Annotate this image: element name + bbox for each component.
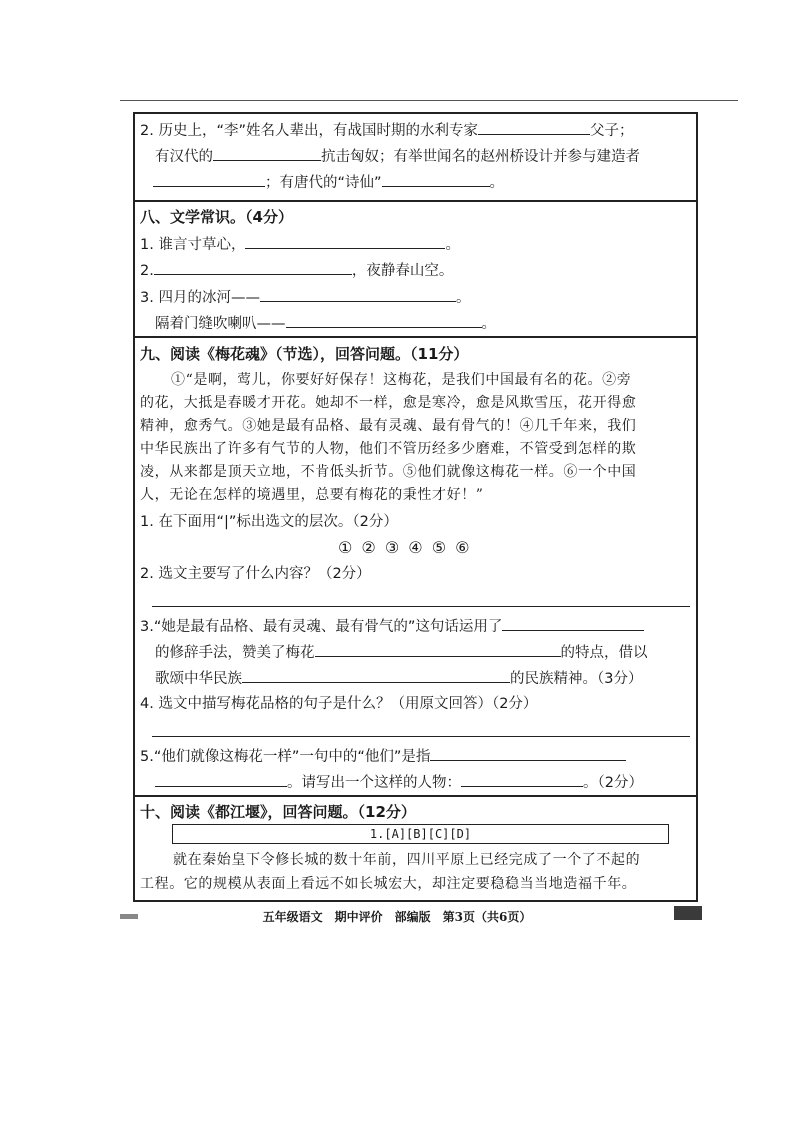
answer-blank[interactable] [315, 642, 561, 657]
sec9-q3-line3 [155, 668, 642, 689]
scan-mark [674, 906, 702, 920]
q-text: 2. [140, 263, 154, 279]
q-text: 隔着门缝吹喇叭—— [155, 316, 286, 332]
q2-line1 [140, 120, 633, 141]
answer-blank[interactable] [242, 668, 510, 683]
sec9-q3-line1 [140, 616, 644, 637]
answer-blank[interactable] [461, 772, 583, 787]
q-text: 。 [481, 316, 496, 332]
section-8-title: 八、文学常识。（4分） [140, 208, 293, 226]
answer-blank[interactable] [382, 172, 490, 187]
passage-line: 工程。它的规模从表面上看远不如长城宏大，却注定要稳稳当当地造福千年。 [140, 876, 637, 892]
passage-line: 中华民族出了许多有气节的人物，他们不管历经多少磨难，不管受到怎样的欺 [140, 441, 637, 457]
passage-line: 就在秦始皇下令修长城的数十年前，四川平原上已经完成了一个了不起的 [173, 852, 641, 868]
passage-line: 的花，大抵是春暖才开花。她却不一样，愈是寒冷，愈是风欺雪压，花开得愈 [140, 395, 637, 411]
section-9 [135, 336, 696, 791]
q2-text: ；有唐代的“诗仙” [265, 175, 382, 191]
q-text: 的修辞手法，赞美了梅花 [155, 645, 315, 661]
answer-blank[interactable] [286, 313, 482, 328]
q-text: 歌颂中华民族 [155, 671, 242, 687]
q-text: 3.“她是最有品格、最有灵魂、最有骨气的”这句话运用了 [140, 619, 503, 635]
section-10 [135, 795, 696, 821]
q-text: 的民族精神。（3分） [510, 671, 643, 687]
q2-text: 2. 历史上，“李”姓名人辈出，有战国时期的水利专家 [140, 123, 478, 139]
top-rule [120, 100, 738, 101]
answer-blank[interactable] [502, 616, 644, 631]
q2-line2 [155, 146, 640, 167]
sec8-q3 [140, 287, 470, 308]
q2-text: 抗击匈奴；有举世闻名的赵州桥设计并参与建造者 [321, 149, 640, 165]
answer-line[interactable] [152, 606, 690, 607]
sec8-q1 [140, 234, 460, 255]
q2-text: 父子； [589, 123, 634, 139]
answer-blank[interactable] [260, 287, 456, 302]
answer-option-box[interactable]: 1.[A][B][C][D] [172, 824, 669, 844]
q-text: 。 [455, 290, 471, 306]
q-text: 5.“他们就像这梅花一样”一句中的“他们”是指 [140, 749, 431, 765]
q-text: 1. 谁言寸草心， [140, 237, 246, 253]
q-text: ，夜静春山空。 [351, 263, 454, 279]
q-text: 。请写出一个这样的人物： [287, 775, 461, 791]
q-text: 。（2分） [583, 775, 643, 791]
passage-line: 凌，从来都是顶天立地，不肯低头折节。⑤他们就像这梅花一样。⑥一个中国 [140, 464, 637, 480]
section-8 [135, 200, 696, 332]
sec8-q2 [140, 260, 453, 281]
exam-frame [133, 112, 698, 902]
answer-blank[interactable] [153, 172, 265, 187]
q2-text: 。 [489, 175, 505, 191]
q2-text: 有汉代的 [155, 149, 213, 165]
sentence-numbers[interactable]: ① ② ③ ④ ⑤ ⑥ [338, 538, 472, 557]
answer-blank[interactable] [213, 146, 321, 161]
answer-blank[interactable] [478, 120, 590, 135]
passage-line: ①“是啊，莺儿，你要好好保存！这梅花，是我们中国最有名的花。②旁 [171, 372, 632, 388]
sec9-q1: 1. 在下面用“|”标出选文的层次。（2分） [140, 514, 398, 530]
answer-line[interactable] [152, 736, 690, 737]
answer-blank[interactable] [430, 746, 626, 761]
sec9-q2: 2. 选文主要写了什么内容？（2分） [140, 566, 371, 582]
section-10-title: 十、阅读《都江堰》，回答问题。（12分） [140, 803, 416, 821]
answer-blank[interactable] [245, 234, 445, 249]
q2-line3 [153, 172, 504, 193]
passage-line: 人，无论在怎样的境遇里，总要有梅花的秉性才好！” [140, 487, 484, 503]
q-text: 的特点，借以 [560, 645, 648, 661]
q-text: 。 [445, 237, 460, 253]
sec9-q5-line1 [140, 746, 626, 767]
passage-line: 精神，愈秀气。③她是最有品格、最有灵魂、最有骨气的！④几千年来，我们 [140, 418, 637, 434]
section-9-title: 九、阅读《梅花魂》（节选），回答问题。（11分） [140, 345, 469, 363]
sec9-q5-line2 [155, 772, 643, 793]
answer-blank[interactable] [155, 772, 287, 787]
q-text: 3. 四月的冰河—— [140, 290, 260, 306]
answer-blank[interactable] [154, 260, 352, 275]
page-footer: 五年级语文 期中评价 部编版 第3页（共6页） [262, 910, 532, 924]
sec9-q4: 4. 选文中描写梅花品格的句子是什么？（用原文回答）（2分） [140, 696, 538, 712]
sec9-q3-line2 [155, 642, 648, 663]
sec8-q3b [155, 313, 496, 334]
